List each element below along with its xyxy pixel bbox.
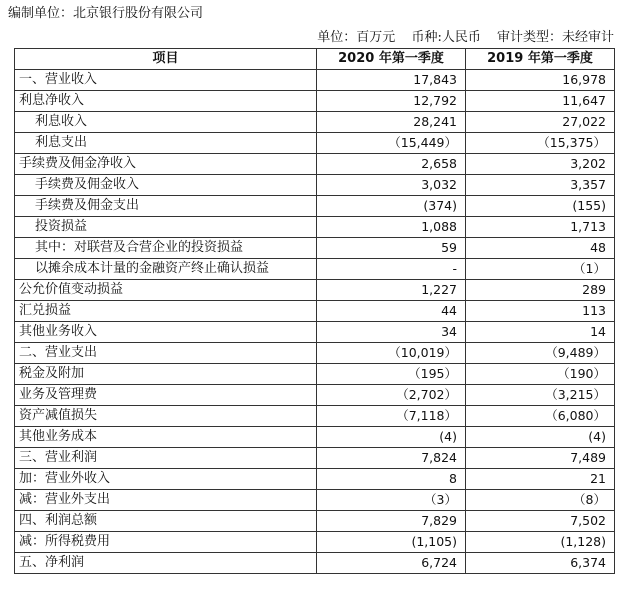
table-row [15, 175, 615, 196]
row-value-2020q1: 28,241 [317, 112, 466, 133]
header-2019q1: 2019 年第一季度 [466, 49, 615, 70]
row-value-2020q1: 1,227 [317, 280, 466, 301]
table-row [15, 343, 615, 364]
row-item-label: 减：所得税费用 [15, 532, 317, 553]
row-value-2020q1: 59 [317, 238, 466, 259]
table-row [15, 385, 615, 406]
table-row [15, 322, 615, 343]
table-row [15, 364, 615, 385]
row-item-label: 三、营业利润 [15, 448, 317, 469]
row-value-2019q1: 14 [466, 322, 615, 343]
row-value-2020q1: 6,724 [317, 553, 466, 574]
row-item-label: 利息收入 [15, 112, 317, 133]
row-item-label: 资产减值损失 [15, 406, 317, 427]
row-item-label: 利息支出 [15, 133, 317, 154]
table-row [15, 217, 615, 238]
row-value-2019q1: （3,215） [466, 385, 615, 406]
row-value-2019q1: （1） [466, 259, 615, 280]
row-item-label: 手续费及佣金收入 [15, 175, 317, 196]
table-row [15, 133, 615, 154]
row-value-2020q1: (4) [317, 427, 466, 448]
row-value-2019q1: 21 [466, 469, 615, 490]
row-value-2019q1: （6,080） [466, 406, 615, 427]
row-value-2020q1: 8 [317, 469, 466, 490]
row-value-2020q1: 44 [317, 301, 466, 322]
row-item-label: 公允价值变动损益 [15, 280, 317, 301]
row-value-2020q1: （3） [317, 490, 466, 511]
row-value-2020q1: 34 [317, 322, 466, 343]
row-item-label: 二、营业支出 [15, 343, 317, 364]
header-2020q1: 2020 年第一季度 [317, 49, 466, 70]
row-value-2019q1: 113 [466, 301, 615, 322]
row-item-label: 业务及管理费 [15, 385, 317, 406]
currency-label: 币种:人民币 [411, 30, 481, 45]
unit-label: 单位：百万元 [317, 30, 396, 45]
row-value-2019q1: 1,713 [466, 217, 615, 238]
row-value-2019q1: 27,022 [466, 112, 615, 133]
row-value-2019q1: 289 [466, 280, 615, 301]
table-row [15, 532, 615, 553]
table-row [15, 280, 615, 301]
row-value-2020q1: 7,829 [317, 511, 466, 532]
row-value-2020q1: 3,032 [317, 175, 466, 196]
table-row [15, 196, 615, 217]
row-item-label: 减：营业外支出 [15, 490, 317, 511]
row-value-2020q1: 2,658 [317, 154, 466, 175]
row-value-2020q1: （10,019） [317, 343, 466, 364]
row-item-label: 手续费及佣金支出 [15, 196, 317, 217]
row-item-label: 一、营业收入 [15, 70, 317, 91]
row-item-label: 四、利润总额 [15, 511, 317, 532]
row-value-2019q1: (155) [466, 196, 615, 217]
row-value-2019q1: 6,374 [466, 553, 615, 574]
table-row [15, 70, 615, 91]
compiler-line: 编制单位：北京银行股份有限公司 [8, 6, 204, 21]
row-item-label: 手续费及佣金净收入 [15, 154, 317, 175]
row-value-2020q1: （7,118） [317, 406, 466, 427]
row-value-2019q1: 7,502 [466, 511, 615, 532]
row-item-label: 其他业务成本 [15, 427, 317, 448]
row-value-2019q1: （15,375） [466, 133, 615, 154]
table-row [15, 448, 615, 469]
row-item-label: 税金及附加 [15, 364, 317, 385]
table-row [15, 553, 615, 574]
table-row [15, 511, 615, 532]
row-value-2020q1: - [317, 259, 466, 280]
row-value-2019q1: 7,489 [466, 448, 615, 469]
table-row [15, 259, 615, 280]
row-value-2019q1: 16,978 [466, 70, 615, 91]
row-value-2019q1: 3,202 [466, 154, 615, 175]
row-value-2019q1: (1,128) [466, 532, 615, 553]
row-value-2019q1: （190） [466, 364, 615, 385]
row-item-label: 加：营业外收入 [15, 469, 317, 490]
row-value-2020q1: 12,792 [317, 91, 466, 112]
row-value-2020q1: (1,105) [317, 532, 466, 553]
table-row [15, 469, 615, 490]
row-value-2019q1: (4) [466, 427, 615, 448]
row-item-label: 汇兑损益 [15, 301, 317, 322]
row-value-2020q1: 7,824 [317, 448, 466, 469]
row-item-label: 其他业务收入 [15, 322, 317, 343]
row-value-2019q1: （9,489） [466, 343, 615, 364]
table-row [15, 91, 615, 112]
table-row [15, 112, 615, 133]
row-value-2020q1: （195） [317, 364, 466, 385]
meta-line [305, 29, 614, 47]
row-value-2020q1: 1,088 [317, 217, 466, 238]
table-row [15, 427, 615, 448]
table-header-row [15, 49, 615, 70]
row-item-label: 五、净利润 [15, 553, 317, 574]
row-value-2020q1: （15,449） [317, 133, 466, 154]
row-value-2020q1: 17,843 [317, 70, 466, 91]
table-row [15, 406, 615, 427]
row-value-2019q1: 11,647 [466, 91, 615, 112]
row-value-2019q1: （8） [466, 490, 615, 511]
row-value-2019q1: 48 [466, 238, 615, 259]
income-statement-table [14, 48, 615, 574]
row-item-label: 利息净收入 [15, 91, 317, 112]
table-row [15, 301, 615, 322]
row-item-label: 投资损益 [15, 217, 317, 238]
row-value-2020q1: (374) [317, 196, 466, 217]
audit-type-label: 审计类型：未经审计 [496, 30, 614, 45]
row-value-2019q1: 3,357 [466, 175, 615, 196]
row-value-2020q1: （2,702） [317, 385, 466, 406]
header-item: 项目 [15, 49, 317, 70]
table-row [15, 154, 615, 175]
table-row [15, 238, 615, 259]
table-body [15, 70, 615, 574]
row-item-label: 其中：对联营及合营企业的投资损益 [15, 238, 317, 259]
table-row [15, 490, 615, 511]
row-item-label: 以摊余成本计量的金融资产终止确认损益 [15, 259, 317, 280]
